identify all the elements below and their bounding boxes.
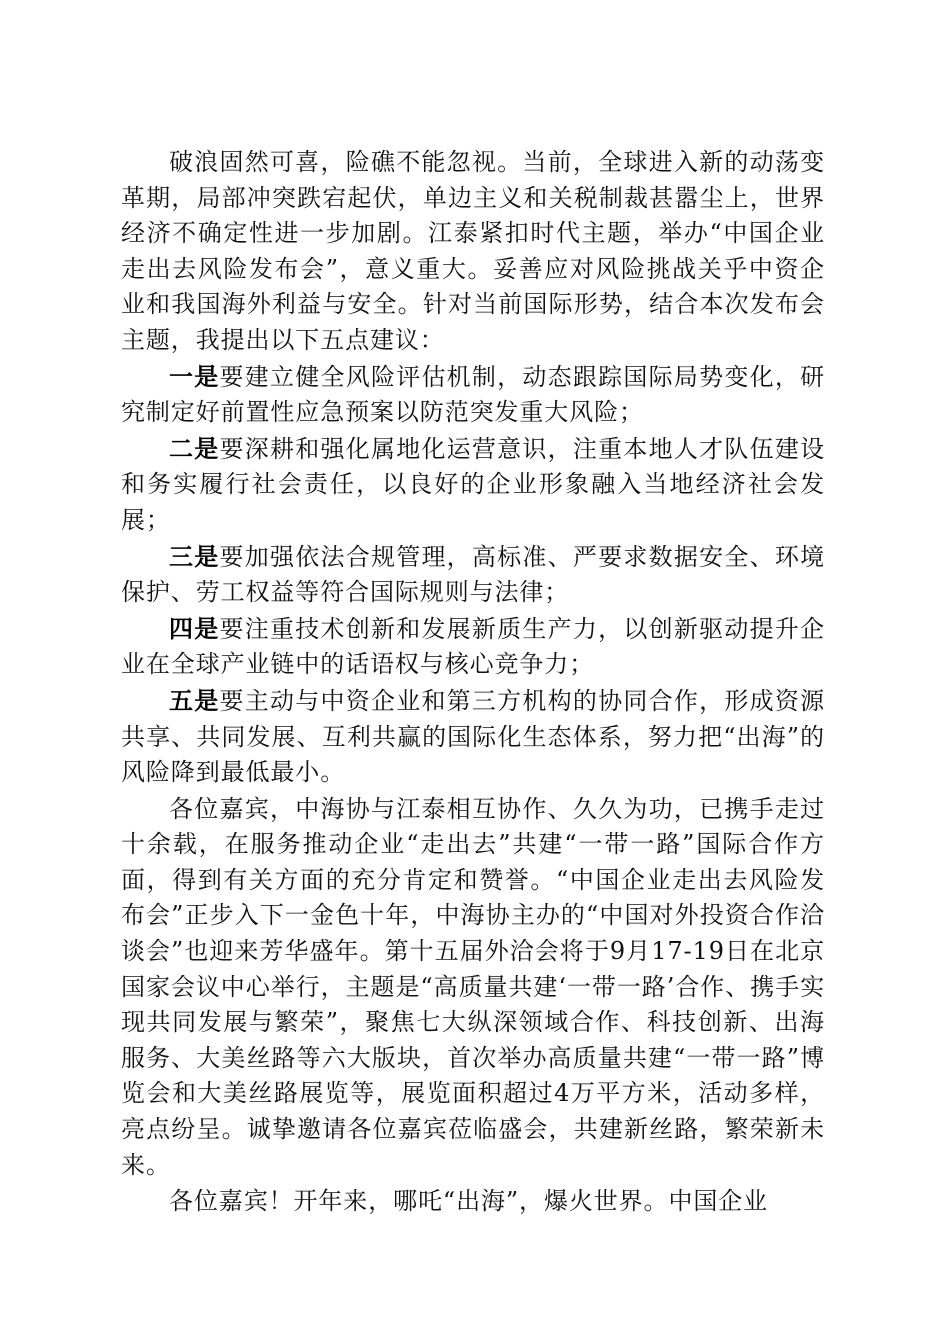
- paragraph-suggestion-2: [121, 431, 825, 539]
- paragraph-text: 要深耕和强化属地化运营意识，注重本地人才队伍建设和务实履行社会责任，以良好的企业形象融入当地经济社会发展；: [121, 434, 825, 534]
- paragraph-intro: [121, 144, 825, 359]
- paragraph-closing-start: [121, 1183, 825, 1220]
- paragraph-suggestion-4: [121, 611, 825, 683]
- paragraph-text: 破浪固然可喜，险礁不能忽视。当前，全球进入新的动荡变革期，局部冲突跌宕起伏，单边主义和关税制裁甚嚣尘上，世界经济不确定性进一步加剧。江泰紧扣时代主题，举办“中国企业走出去风险发布会”，意义重大。妥善应对风险挑战关乎中资企业和我国海外利益与安全。针对当前国际形势，结合本次发布会主题，我提出以下五点建议：: [121, 148, 825, 354]
- paragraph-cooperation: [121, 791, 825, 1184]
- paragraph-lead: 四是: [169, 613, 220, 643]
- paragraph-text: 各位嘉宾！开年来，哪吒“出海”，爆火世界。中国企业: [169, 1187, 769, 1216]
- paragraph-suggestion-5: [121, 683, 825, 791]
- paragraph-lead: 一是: [169, 361, 220, 391]
- paragraph-text: 要注重技术创新和发展新质生产力，以创新驱动提升企业在全球产业链中的话语权与核心竞争力；: [121, 614, 825, 679]
- paragraph-text: 要加强依法合规管理，高标准、严要求数据安全、环境保护、劳工权益等符合国际规则与法律；: [121, 542, 825, 607]
- paragraph-lead: 五是: [169, 685, 220, 715]
- document-body: [121, 144, 825, 1220]
- paragraph-suggestion-3: [121, 539, 825, 611]
- paragraph-suggestion-1: [121, 359, 825, 431]
- paragraph-lead: 三是: [169, 541, 220, 571]
- paragraph-text: 要建立健全风险评估机制，动态跟踪国际局势变化，研究制定好前置性应急预案以防范突发重大风险；: [121, 362, 825, 427]
- paragraph-text: 各位嘉宾，中海协与江泰相互协作、久久为功，已携手走过十余载，在服务推动企业“走出去”共建“一带一路”国际合作方面，得到有关方面的充分肯定和赞誉。“中国企业走出去风险发布会”正步入下一金色十年，中海协主办的“中国对外投资合作洽谈会”也迎来芳华盛年。第十五届外洽会将于9月17-19日在北京国家会议中心举行，主题是“高质量共建‘一带一路’合作、携手实现共同发展与繁荣”，聚焦七大纵深领域合作、科技创新、出海服务、大美丝路等六大版块，首次举办高质量共建“一带一路”博览会和大美丝路展览等，展览面积超过4万平方米，活动多样，亮点纷呈。诚挚邀请各位嘉宾莅临盛会，共建新丝路，繁荣新未来。: [121, 794, 825, 1179]
- paragraph-text: 要主动与中资企业和第三方机构的协同合作，形成资源共享、共同发展、互利共赢的国际化生态体系，努力把“出海”的风险降到最低最小。: [121, 686, 825, 787]
- paragraph-lead: 二是: [169, 433, 220, 463]
